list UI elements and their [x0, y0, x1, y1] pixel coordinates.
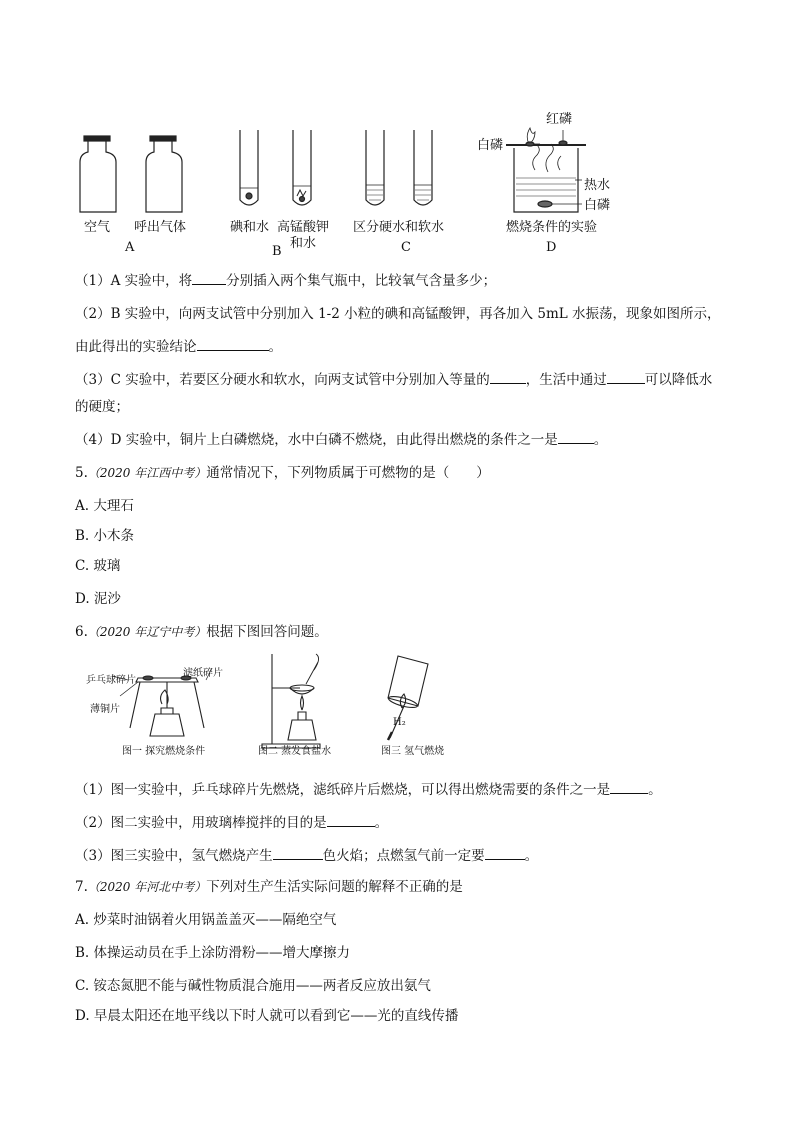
q6-part-1: （1）图一实验中，乒乓球碎片先燃烧，滤纸碎片后燃烧，可以得出燃烧需要的条件之一是 。: [75, 782, 662, 798]
gas-bottle-air: [80, 136, 116, 212]
label-h2: H₂: [393, 717, 406, 728]
caption-fig2: 图二 蒸发食盐水: [258, 746, 332, 757]
label-and-water: 和水: [290, 236, 317, 251]
answer-blank[interactable]: [610, 780, 648, 794]
label-copper-sheet: 薄铜片: [90, 704, 120, 715]
q5-option-a[interactable]: A. 大理石: [75, 498, 134, 514]
q4-apparatus-drawing: [0, 100, 794, 260]
label-hot-water: 热水: [584, 178, 611, 193]
q4-part-3-cont: 的硬度；: [75, 399, 129, 415]
q4-part-4: （4）D 实验中，铜片上白磷燃烧，水中白磷不燃烧，由此得出燃烧的条件之一是 。: [75, 432, 608, 448]
answer-blank[interactable]: [607, 370, 645, 384]
q5-stem: 5.（2020 年江西中考）通常情况下，下列物质属于可燃物的是（ ）: [75, 465, 490, 481]
q7-stem: 7.（2020 年河北中考）下列对生产生活实际问题的解释不正确的是: [75, 879, 463, 895]
q5-option-b[interactable]: B. 小木条: [75, 528, 135, 544]
test-tube-water-2: [414, 130, 432, 205]
label-letter-c: C: [401, 240, 411, 255]
q7-option-c[interactable]: C. 铵态氮肥不能与碱性物质混合施用——两者反应放出氨气: [75, 978, 431, 994]
answer-blank[interactable]: [197, 337, 269, 351]
q7-option-b[interactable]: B. 体操运动员在手上涂防滑粉——增大摩擦力: [75, 945, 351, 961]
test-tube-permanganate: [293, 130, 311, 205]
answer-blank[interactable]: [327, 813, 375, 827]
q4-part-2: （2）B 实验中，向两支试管中分别加入 1-2 小粒的碘和高锰酸钾，再各加入 5mL 水振荡，现象如图所示，: [75, 306, 721, 322]
q7-option-d[interactable]: D. 早晨太阳还在地平线以下时人就可以看到它——光的直线传播: [75, 1008, 459, 1024]
label-iodine-water: 碘和水: [230, 220, 270, 235]
label-white-phosphorus-top: 白磷: [477, 138, 504, 153]
label-filter-paper-fragment: 滤纸碎片: [183, 668, 223, 679]
label-white-phosphorus-bottom: 白磷: [584, 198, 611, 213]
answer-blank[interactable]: [273, 846, 323, 860]
fig2-evaporation-setup: [262, 654, 320, 748]
label-permanganate: 高锰酸钾: [277, 220, 330, 235]
gas-bottle-exhaled: [146, 136, 182, 212]
answer-blank[interactable]: [558, 430, 594, 444]
q5-option-d[interactable]: D. 泥沙: [75, 591, 121, 607]
label-hard-soft-water: 区分硬水和软水: [353, 220, 445, 235]
label-pingpong-fragment: 乒乓球碎片: [86, 675, 136, 686]
test-tube-water-1: [366, 130, 384, 205]
test-tube-iodine: [240, 130, 258, 205]
label-letter-a: A: [125, 240, 135, 255]
answer-blank[interactable]: [490, 370, 526, 384]
answer-blank[interactable]: [485, 846, 525, 860]
q4-part-2-cont: 由此得出的实验结论 。: [75, 339, 282, 355]
answer-blank[interactable]: [192, 271, 226, 285]
label-letter-d: D: [546, 240, 557, 255]
beaker-combustion: [506, 128, 586, 212]
q4-figure: [0, 100, 794, 260]
q5-option-c[interactable]: C. 玻璃: [75, 558, 121, 574]
q4-part-1: （1）A 实验中，将 分别插入两个集气瓶中，比较氧气含量多少；: [75, 273, 497, 289]
q4-part-3: （3）C 实验中，若要区分硬水和软水，向两支试管中分别加入等量的 ，生活中通过 可以降低水: [75, 372, 713, 388]
q7-option-a[interactable]: A. 炒菜时油锅着火用锅盖盖灭——隔绝空气: [75, 912, 337, 928]
label-letter-b: B: [272, 244, 282, 259]
caption-fig1: 图一 探究燃烧条件: [122, 746, 206, 757]
q6-part-3: （3）图三实验中，氢气燃烧产生 色火焰；点燃氢气前一定要 。: [75, 848, 539, 864]
label-exhaled-gas: 呼出气体: [134, 220, 187, 235]
label-air: 空气: [84, 220, 111, 235]
label-red-phosphorus: 红磷: [546, 112, 573, 127]
label-combustion-experiment: 燃烧条件的实验: [506, 220, 598, 235]
q6-stem: 6.（2020 年辽宁中考）根据下图回答问题。: [75, 624, 328, 640]
caption-fig3: 图三 氢气燃烧: [381, 746, 445, 757]
q6-part-2: （2）图二实验中，用玻璃棒搅拌的目的是 。: [75, 815, 389, 831]
